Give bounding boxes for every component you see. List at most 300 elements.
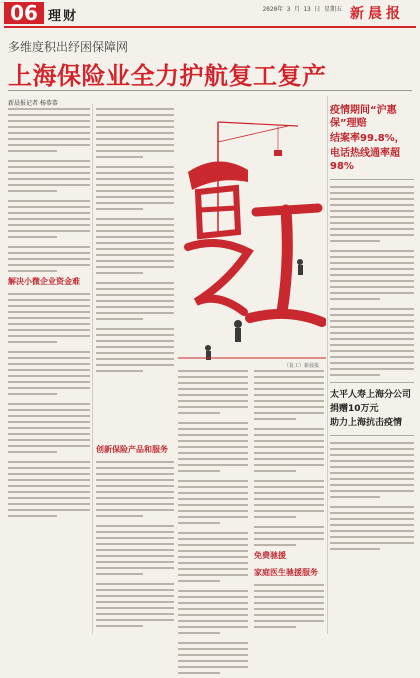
text-line xyxy=(96,156,143,158)
text-line xyxy=(96,589,174,591)
sidebar-rule xyxy=(330,382,414,383)
text-line xyxy=(254,418,296,420)
text-line xyxy=(178,550,248,552)
text-line xyxy=(96,625,143,627)
text-line xyxy=(96,583,174,585)
text-line xyxy=(96,312,174,314)
text-line xyxy=(330,222,414,224)
text-line xyxy=(330,484,414,486)
text-line xyxy=(330,490,414,492)
page-number: 06 xyxy=(4,2,44,24)
text-line xyxy=(178,660,248,662)
text-line xyxy=(254,452,324,454)
text-line xyxy=(178,434,248,436)
text-line xyxy=(8,381,90,383)
text-line xyxy=(254,510,324,512)
text-line xyxy=(178,522,220,524)
text-line xyxy=(254,626,296,628)
text-line xyxy=(96,138,174,140)
sidebar-rule xyxy=(330,179,414,180)
text-line xyxy=(96,272,143,274)
text-line xyxy=(330,332,414,334)
text-line xyxy=(8,461,90,463)
text-line xyxy=(178,626,248,628)
text-line xyxy=(96,467,174,469)
text-line xyxy=(330,320,414,322)
text-line xyxy=(8,172,90,174)
text-line xyxy=(8,467,90,469)
text-line xyxy=(96,595,174,597)
text-line xyxy=(330,548,380,550)
text-line xyxy=(8,403,90,405)
text-line xyxy=(254,590,324,592)
text-line xyxy=(96,567,174,569)
column-1 xyxy=(8,108,90,521)
text-line xyxy=(178,648,248,650)
subhead-4: 免费驰援 xyxy=(254,551,286,560)
text-line xyxy=(330,192,414,194)
text-line xyxy=(96,328,174,330)
text-line xyxy=(96,601,174,603)
sidebar-rule xyxy=(330,435,414,436)
text-line xyxy=(96,248,174,250)
text-line xyxy=(96,619,174,621)
text-line xyxy=(96,120,174,122)
text-line xyxy=(254,516,296,518)
text-line xyxy=(96,497,174,499)
column-2b xyxy=(96,440,174,631)
text-line xyxy=(254,584,324,586)
text-line xyxy=(330,530,414,532)
text-line xyxy=(330,350,414,352)
text-line xyxy=(178,620,248,622)
text-line xyxy=(178,400,248,402)
text-line xyxy=(8,144,90,146)
text-line xyxy=(330,518,414,520)
text-line xyxy=(8,439,90,441)
text-line xyxy=(8,341,57,343)
text-line xyxy=(96,202,174,204)
text-line xyxy=(178,492,248,494)
text-line xyxy=(96,196,174,198)
text-line xyxy=(330,210,414,212)
text-line xyxy=(96,573,143,575)
text-line xyxy=(330,362,414,364)
text-line xyxy=(96,364,174,366)
text-line xyxy=(96,288,174,290)
text-line xyxy=(254,400,324,402)
text-line xyxy=(330,506,414,508)
text-line xyxy=(96,555,174,557)
text-line xyxy=(330,250,414,252)
text-line xyxy=(96,236,174,238)
text-line xyxy=(8,160,90,162)
text-line xyxy=(178,422,248,424)
text-line xyxy=(178,590,248,592)
text-line xyxy=(178,642,248,644)
text-line xyxy=(96,294,174,296)
text-line xyxy=(96,132,174,134)
text-line xyxy=(330,496,380,498)
text-line xyxy=(8,485,90,487)
text-line xyxy=(178,370,248,372)
text-line xyxy=(254,538,324,540)
text-line xyxy=(254,446,324,448)
text-line xyxy=(254,376,324,378)
text-line xyxy=(178,376,248,378)
text-line xyxy=(96,178,174,180)
text-line xyxy=(330,454,414,456)
text-line xyxy=(178,596,248,598)
text-line xyxy=(8,236,57,238)
hero-caption: （复工）新晨报 xyxy=(284,363,320,369)
text-line xyxy=(254,406,324,408)
text-line xyxy=(96,479,174,481)
text-line xyxy=(96,242,174,244)
text-line xyxy=(8,363,90,365)
text-line xyxy=(178,556,248,558)
text-line xyxy=(178,614,248,616)
text-line xyxy=(330,234,414,236)
text-line xyxy=(8,114,90,116)
text-line xyxy=(8,224,90,226)
text-line xyxy=(96,370,143,372)
headline: 上海保险业全力护航复工复产 xyxy=(8,62,327,90)
text-line xyxy=(96,543,174,545)
text-line xyxy=(330,344,414,346)
text-line xyxy=(330,286,414,288)
text-line xyxy=(8,323,90,325)
text-line xyxy=(8,445,90,447)
text-line xyxy=(96,254,174,256)
text-line xyxy=(8,270,57,272)
text-line xyxy=(330,204,414,206)
text-line xyxy=(254,388,324,390)
text-line xyxy=(330,442,414,444)
text-line xyxy=(178,440,248,442)
text-line xyxy=(330,524,414,526)
text-line xyxy=(178,568,248,570)
text-line xyxy=(96,346,174,348)
text-line xyxy=(178,480,248,482)
text-line xyxy=(178,504,248,506)
text-line xyxy=(254,370,324,372)
text-line xyxy=(8,178,90,180)
text-line xyxy=(254,434,324,436)
text-line xyxy=(254,480,324,482)
text-line xyxy=(96,358,174,360)
text-line xyxy=(254,492,324,494)
text-line xyxy=(96,607,174,609)
text-line xyxy=(8,421,90,423)
text-line xyxy=(8,200,90,202)
text-line xyxy=(96,260,174,262)
sidebar-title-1: 疫情期间“沪惠保”理赔 xyxy=(330,105,397,129)
issue-date: 2020年 3 月 13 日 星期五 xyxy=(262,6,342,13)
header-rule xyxy=(4,26,416,28)
text-line xyxy=(8,299,90,301)
text-line xyxy=(96,340,174,342)
text-line xyxy=(330,448,414,450)
text-line xyxy=(96,549,174,551)
text-line xyxy=(96,515,143,517)
text-line xyxy=(8,120,90,122)
text-line xyxy=(96,108,174,110)
column-3 xyxy=(178,370,248,678)
text-line xyxy=(8,311,90,313)
text-line xyxy=(8,212,90,214)
text-line xyxy=(330,536,414,538)
text-line xyxy=(8,491,90,493)
text-line xyxy=(178,470,220,472)
text-line xyxy=(96,150,174,152)
text-line xyxy=(330,338,414,340)
text-line xyxy=(178,464,248,466)
text-line xyxy=(96,144,174,146)
text-line xyxy=(330,542,414,544)
text-line xyxy=(330,216,414,218)
text-line xyxy=(330,280,414,282)
text-line xyxy=(178,510,248,512)
sidebar-title-2: 结案率99.8%， xyxy=(330,133,405,144)
text-line xyxy=(330,262,414,264)
text-line xyxy=(330,460,414,462)
text-line xyxy=(96,126,174,128)
text-line xyxy=(96,485,174,487)
text-line xyxy=(8,108,90,110)
fugong-calligraphy-graphic xyxy=(178,112,326,362)
text-line xyxy=(330,374,380,376)
text-line xyxy=(96,230,174,232)
text-line xyxy=(254,470,296,472)
text-line xyxy=(8,415,90,417)
text-line xyxy=(8,335,90,337)
text-line xyxy=(96,503,174,505)
text-line xyxy=(330,240,380,242)
text-line xyxy=(330,466,414,468)
text-line xyxy=(178,406,248,408)
text-line xyxy=(8,473,90,475)
text-line xyxy=(8,206,90,208)
page-header xyxy=(0,0,420,28)
text-line xyxy=(178,538,248,540)
text-line xyxy=(8,218,90,220)
text-line xyxy=(8,252,90,254)
text-line xyxy=(330,512,414,514)
text-line xyxy=(8,132,90,134)
text-line xyxy=(330,298,380,300)
text-line xyxy=(96,509,174,511)
text-line xyxy=(8,515,57,517)
text-line xyxy=(8,409,90,411)
text-line xyxy=(96,190,174,192)
text-line xyxy=(96,208,143,210)
masthead-logo xyxy=(348,0,414,24)
text-line xyxy=(330,368,414,370)
text-line xyxy=(330,256,414,258)
text-line xyxy=(330,356,414,358)
text-line xyxy=(178,446,248,448)
svg-text:报: 报 xyxy=(386,6,400,22)
sidebar-title-3: 电话热线通率超98% xyxy=(330,148,400,172)
text-line xyxy=(178,458,248,460)
text-line xyxy=(8,317,90,319)
text-line xyxy=(8,451,57,453)
column-4 xyxy=(254,370,324,550)
text-line xyxy=(8,509,90,511)
text-line xyxy=(254,486,324,488)
text-line xyxy=(254,394,324,396)
text-line xyxy=(8,184,90,186)
text-line xyxy=(178,498,248,500)
text-line xyxy=(96,537,174,539)
text-line xyxy=(330,326,414,328)
text-line xyxy=(330,198,414,200)
text-line xyxy=(8,433,90,435)
text-line xyxy=(8,305,90,307)
column-separator xyxy=(327,96,328,634)
text-line xyxy=(8,497,90,499)
column-2 xyxy=(96,108,174,376)
text-line xyxy=(8,150,57,152)
text-line xyxy=(254,498,324,500)
column-4b xyxy=(254,546,324,632)
text-line xyxy=(8,126,90,128)
text-line xyxy=(178,574,248,576)
text-line xyxy=(8,264,90,266)
text-line xyxy=(96,166,174,168)
text-line xyxy=(254,458,324,460)
headline-rule xyxy=(8,90,412,91)
text-line xyxy=(178,608,248,610)
text-line xyxy=(8,375,90,377)
text-line xyxy=(330,472,414,474)
text-line xyxy=(254,532,324,534)
text-line xyxy=(96,172,174,174)
text-line xyxy=(330,228,414,230)
text-line xyxy=(8,166,90,168)
text-line xyxy=(96,561,174,563)
text-line xyxy=(8,246,90,248)
text-line xyxy=(330,292,414,294)
text-line xyxy=(254,440,324,442)
text-line xyxy=(8,479,90,481)
text-line xyxy=(96,525,174,527)
text-line xyxy=(254,620,324,622)
text-line xyxy=(330,478,414,480)
text-line xyxy=(254,464,324,466)
text-line xyxy=(330,314,414,316)
text-line xyxy=(254,504,324,506)
text-line xyxy=(8,393,57,395)
text-line xyxy=(8,387,90,389)
text-line xyxy=(8,427,90,429)
text-line xyxy=(254,608,324,610)
text-line xyxy=(96,306,174,308)
text-line xyxy=(178,666,248,668)
text-line xyxy=(254,526,324,528)
text-line xyxy=(96,531,174,533)
text-line xyxy=(8,258,90,260)
text-line xyxy=(8,230,90,232)
text-line xyxy=(178,452,248,454)
sidebar-title-4: 太平人寿上海分公司 xyxy=(330,390,412,400)
text-line xyxy=(178,412,220,414)
text-line xyxy=(96,282,174,284)
text-line xyxy=(178,632,220,634)
kicker: 多维度积出纾困保障网 xyxy=(8,40,129,54)
text-line xyxy=(330,268,414,270)
text-line xyxy=(8,351,90,353)
text-line xyxy=(96,218,174,220)
text-line xyxy=(96,461,174,463)
byline: 新晨报记者 杨恭恭 xyxy=(8,100,58,107)
text-line xyxy=(254,602,324,604)
text-line xyxy=(96,352,174,354)
text-line xyxy=(8,357,90,359)
text-line xyxy=(178,654,248,656)
text-line xyxy=(8,293,90,295)
text-line xyxy=(178,580,220,582)
svg-text:晨: 晨 xyxy=(368,6,382,22)
text-line xyxy=(8,369,90,371)
text-line xyxy=(96,114,174,116)
text-line xyxy=(178,486,248,488)
text-line xyxy=(254,382,324,384)
text-line xyxy=(254,412,324,414)
section-name: 理财 xyxy=(48,9,79,24)
text-line xyxy=(96,300,174,302)
text-line xyxy=(178,428,248,430)
text-line xyxy=(178,382,248,384)
svg-text:新: 新 xyxy=(350,6,364,22)
column-separator xyxy=(92,104,93,634)
text-line xyxy=(96,613,174,615)
sidebar-title-6: 助力上海抗击疫情 xyxy=(330,418,403,428)
text-line xyxy=(178,602,248,604)
text-line xyxy=(96,184,174,186)
text-line xyxy=(330,308,414,310)
subhead-5: 家庭医生驰援服务 xyxy=(254,568,318,577)
text-line xyxy=(178,388,248,390)
text-line xyxy=(178,394,248,396)
sidebar xyxy=(330,100,414,554)
text-line xyxy=(178,544,248,546)
text-line xyxy=(178,516,248,518)
text-line xyxy=(254,428,324,430)
text-line xyxy=(96,491,174,493)
text-line xyxy=(254,596,324,598)
text-line xyxy=(96,266,174,268)
text-line xyxy=(96,334,174,336)
text-line xyxy=(96,224,174,226)
subhead-1: 解决小微企业资金难 xyxy=(8,277,80,286)
text-line xyxy=(178,532,248,534)
text-line xyxy=(8,138,90,140)
text-line xyxy=(8,329,90,331)
text-line xyxy=(8,503,90,505)
text-line xyxy=(330,186,414,188)
sidebar-title-5: 捐赠10万元 xyxy=(330,404,379,414)
text-line xyxy=(330,274,414,276)
text-line xyxy=(96,473,174,475)
text-line xyxy=(8,190,57,192)
text-line xyxy=(178,562,248,564)
subhead-3: 创新保险产品和服务 xyxy=(96,445,168,454)
text-line xyxy=(254,614,324,616)
text-line xyxy=(178,672,220,674)
text-line xyxy=(96,318,143,320)
